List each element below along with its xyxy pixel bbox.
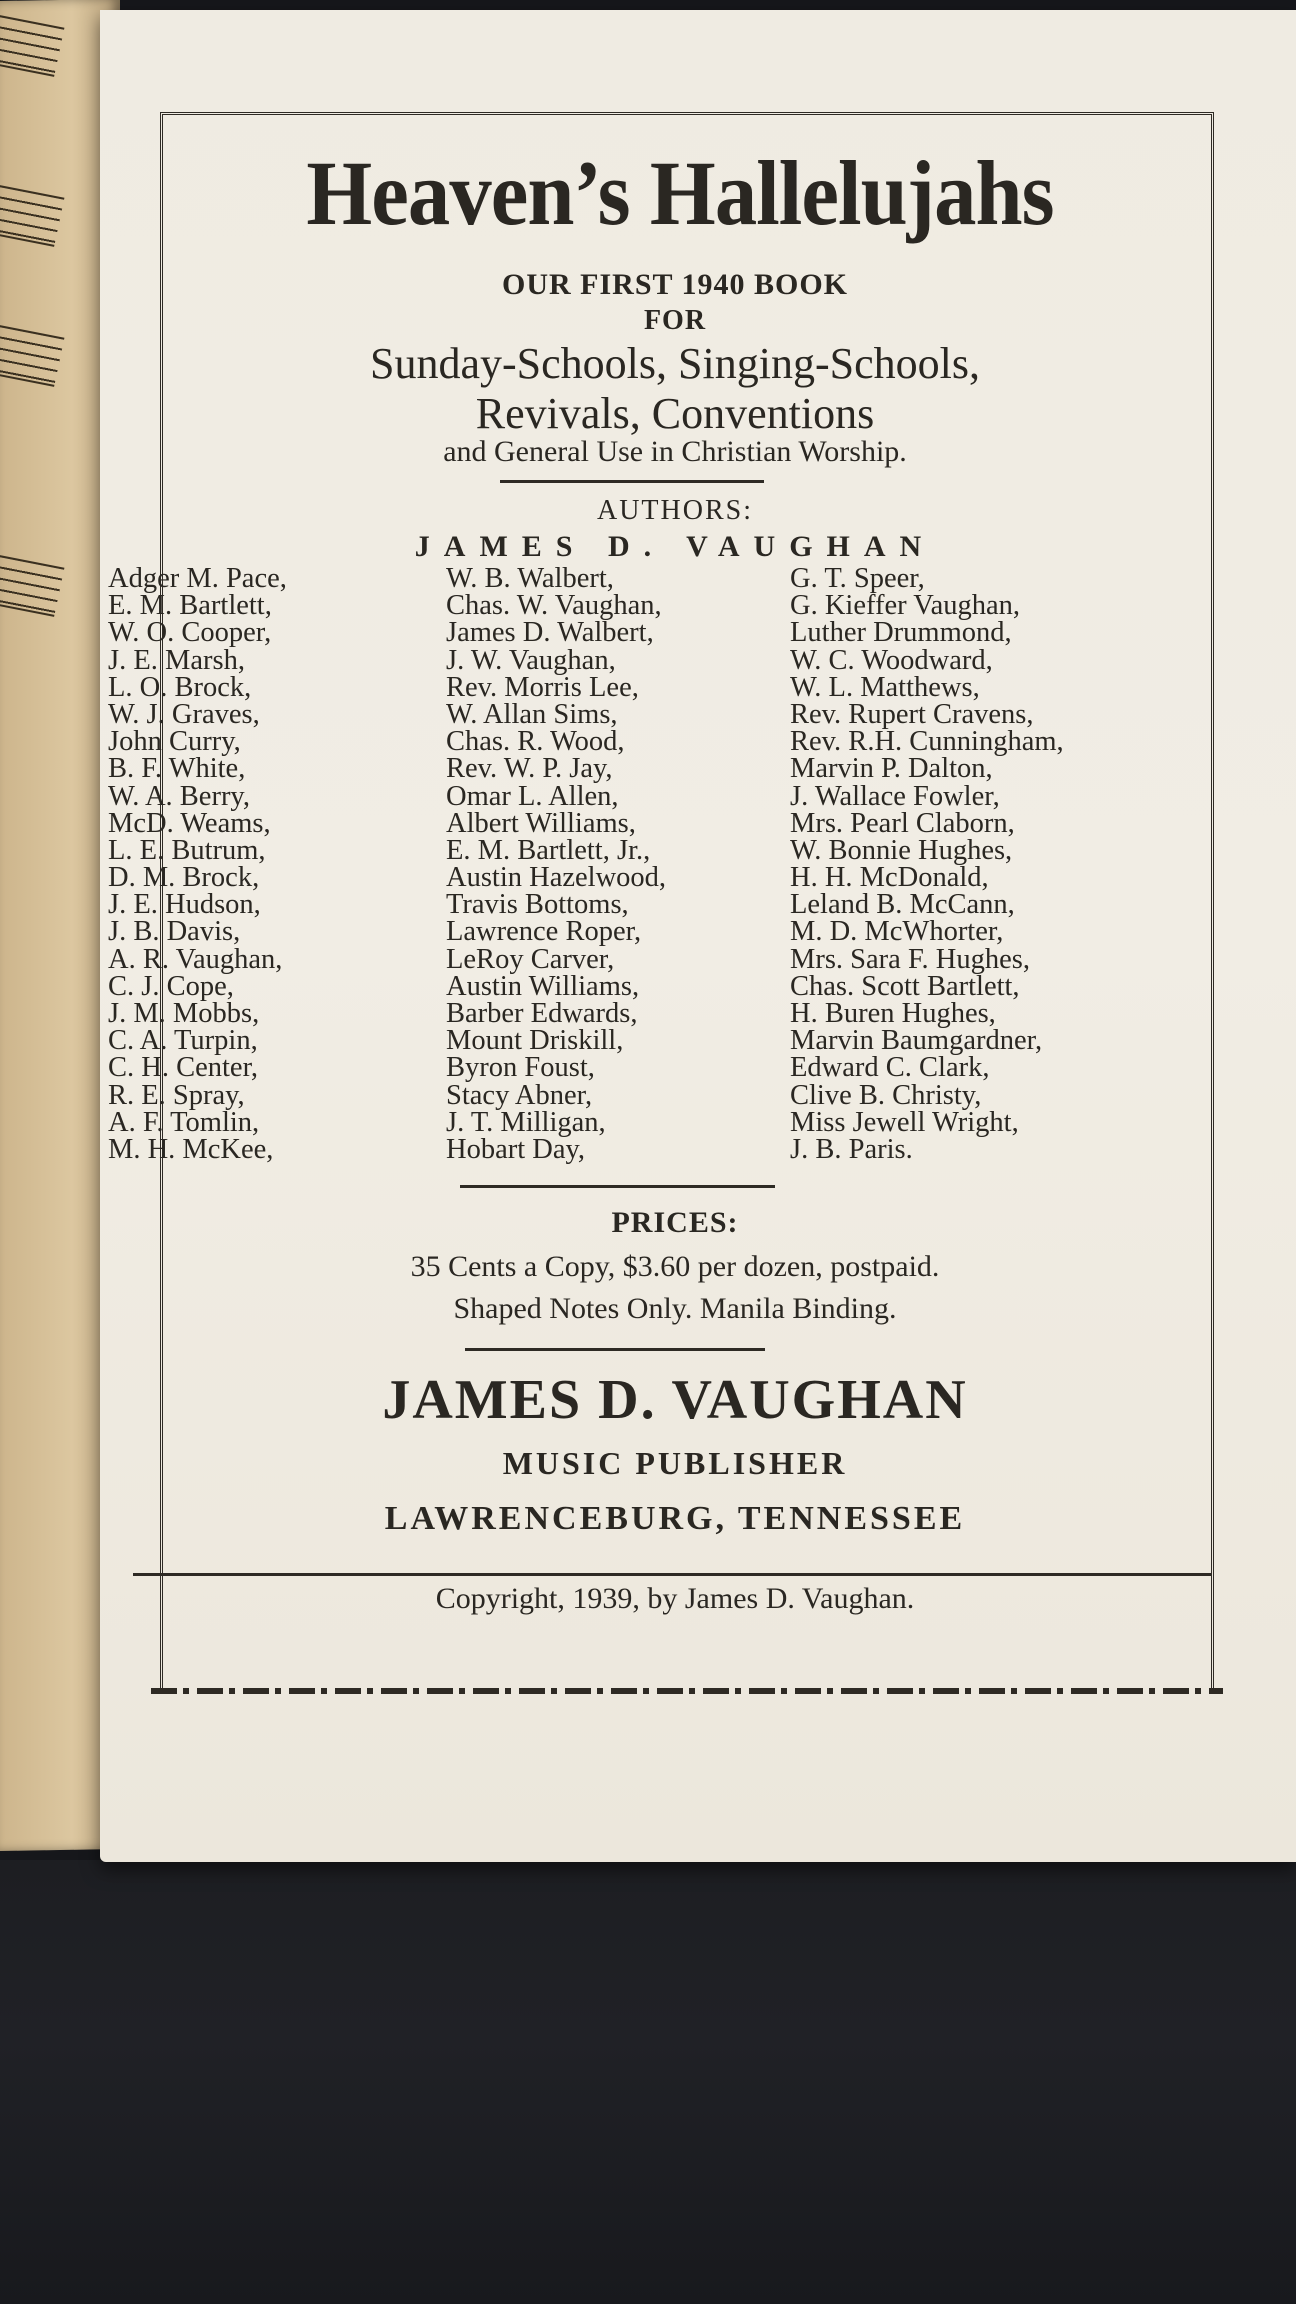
author-name: E. M. Bartlett, Jr., xyxy=(446,834,651,866)
author-name: H. H. McDonald, xyxy=(790,862,989,894)
author-name: Rev. R.H. Cunningham, xyxy=(790,726,1064,758)
copyright-notice: Copyright, 1939, by James D. Vaughan. xyxy=(435,1582,915,1615)
subtitle-audience-2: Revivals, Conventions xyxy=(475,389,875,438)
author-name: Leland B. McCann, xyxy=(790,889,1015,921)
author-name: J. B. Paris. xyxy=(790,1133,913,1165)
author-name: M. H. McKee, xyxy=(108,1133,274,1165)
author-name: J. M. Mobbs, xyxy=(108,998,260,1029)
author-name: C. J. Cope, xyxy=(108,970,234,1002)
divider xyxy=(500,480,764,483)
author-name: H. Buren Hughes, xyxy=(790,998,996,1029)
author-name: Barber Edwards, xyxy=(446,998,638,1029)
divider xyxy=(460,1185,775,1188)
author-name: B. F. White, xyxy=(108,753,246,785)
authors-lead: JAMES D. VAUGHAN xyxy=(414,530,936,563)
author-name: G. T. Speer, xyxy=(790,563,925,594)
author-name: Austin Williams, xyxy=(446,970,640,1002)
author-name: L. E. Butrum, xyxy=(108,834,266,866)
author-name: J. E. Hudson, xyxy=(108,889,261,921)
author-name: G. Kieffer Vaughan, xyxy=(790,590,1021,622)
author-name: Marvin Baumgardner, xyxy=(790,1025,1043,1057)
author-name: James D. Walbert, xyxy=(446,617,654,649)
author-name: Clive B. Christy, xyxy=(790,1079,982,1111)
border-dashed-bottom xyxy=(151,1688,1223,1694)
author-name: Mount Driskill, xyxy=(446,1025,624,1057)
author-name: Rev. Morris Lee, xyxy=(446,671,639,703)
author-name: R. E. Spray, xyxy=(108,1079,245,1111)
author-name: Travis Bottoms, xyxy=(446,889,629,921)
author-name: Omar L. Allen, xyxy=(446,780,619,812)
music-staff-fragment xyxy=(0,324,64,386)
author-name: J. W. Vaughan, xyxy=(446,644,616,676)
author-name: Rev. W. P. Jay, xyxy=(446,753,613,785)
author-name: M. D. McWhorter, xyxy=(790,916,1004,948)
author-name: W. A. Berry, xyxy=(108,780,250,812)
author-name: Lawrence Roper, xyxy=(446,916,642,948)
music-staff-fragment xyxy=(0,554,64,616)
author-name: C. H. Center, xyxy=(108,1052,259,1084)
author-name: Chas. Scott Bartlett, xyxy=(790,970,1020,1002)
subtitle-edition: OUR FIRST 1940 BOOK xyxy=(502,268,848,301)
author-name: Luther Drummond, xyxy=(790,617,1012,649)
author-name: A. F. Tomlin, xyxy=(108,1106,260,1138)
authors-column-1 xyxy=(108,565,448,1163)
author-name: A. R. Vaughan, xyxy=(108,943,283,975)
author-name: Miss Jewell Wright, xyxy=(790,1106,1019,1138)
prices-binding: Shaped Notes Only. Manila Binding. xyxy=(453,1292,897,1325)
music-staff-fragment xyxy=(0,184,64,246)
author-name: Austin Hazelwood, xyxy=(446,862,667,894)
author-name: Marvin P. Dalton, xyxy=(790,753,993,785)
author-name: Hobart Day, xyxy=(446,1133,586,1165)
author-name: Albert Williams, xyxy=(446,807,636,839)
book-title: Heaven’s Hallelujahs xyxy=(306,142,1054,244)
book-page xyxy=(100,10,1296,1862)
prices-heading: PRICES: xyxy=(611,1206,739,1239)
author-name: E. M. Bartlett, xyxy=(108,590,272,622)
subtitle-usage: and General Use in Christian Worship. xyxy=(443,435,907,468)
author-name: L. O. Brock, xyxy=(108,671,252,703)
author-name: J. B. Davis, xyxy=(108,916,241,948)
author-name: Chas. W. Vaughan, xyxy=(446,590,662,622)
author-name: J. E. Marsh, xyxy=(108,644,245,676)
subtitle-for: FOR xyxy=(643,305,707,336)
divider xyxy=(465,1348,765,1351)
author-name: W. O. Cooper, xyxy=(108,617,272,649)
authors-column-2 xyxy=(446,565,786,1163)
author-name: J. T. Milligan, xyxy=(446,1106,606,1138)
author-name: John Curry, xyxy=(108,726,241,758)
music-staff-fragment xyxy=(0,14,64,76)
author-name: W. Allan Sims, xyxy=(446,698,618,730)
publisher-location: LAWRENCEBURG, TENNESSEE xyxy=(384,1500,966,1537)
publisher-role: MUSIC PUBLISHER xyxy=(502,1445,848,1481)
author-name: W. J. Graves, xyxy=(108,698,260,730)
author-name: Chas. R. Wood, xyxy=(446,726,625,758)
author-name: W. C. Woodward, xyxy=(790,644,993,676)
author-name: Stacy Abner, xyxy=(446,1079,593,1111)
table-surface xyxy=(0,1860,1296,2304)
author-name: C. A. Turpin, xyxy=(108,1025,258,1057)
author-name: W. B. Walbert, xyxy=(446,563,614,594)
subtitle-audience-1: Sunday-Schools, Singing-Schools, xyxy=(370,339,980,388)
author-name: Byron Foust, xyxy=(446,1052,595,1084)
authors-heading: AUTHORS: xyxy=(596,495,753,526)
author-name: J. Wallace Fowler, xyxy=(790,780,1000,812)
copyright-divider xyxy=(133,1573,1211,1576)
author-name: Rev. Rupert Cravens, xyxy=(790,698,1034,730)
author-name: LeRoy Carver, xyxy=(446,943,615,975)
author-name: W. L. Matthews, xyxy=(790,671,980,703)
author-name: Mrs. Sara F. Hughes, xyxy=(790,943,1030,975)
author-name: Edward C. Clark, xyxy=(790,1052,990,1084)
author-name: D. M. Brock, xyxy=(108,862,260,894)
author-name: Mrs. Pearl Claborn, xyxy=(790,807,1015,839)
author-name: Adger M. Pace, xyxy=(108,563,287,594)
prices-cost: 35 Cents a Copy, $3.60 per dozen, postpaid. xyxy=(410,1250,940,1283)
author-name: McD. Weams, xyxy=(108,807,271,839)
publisher-name: JAMES D. VAUGHAN xyxy=(382,1369,968,1431)
author-name: W. Bonnie Hughes, xyxy=(790,834,1013,866)
authors-column-3 xyxy=(790,565,1130,1163)
